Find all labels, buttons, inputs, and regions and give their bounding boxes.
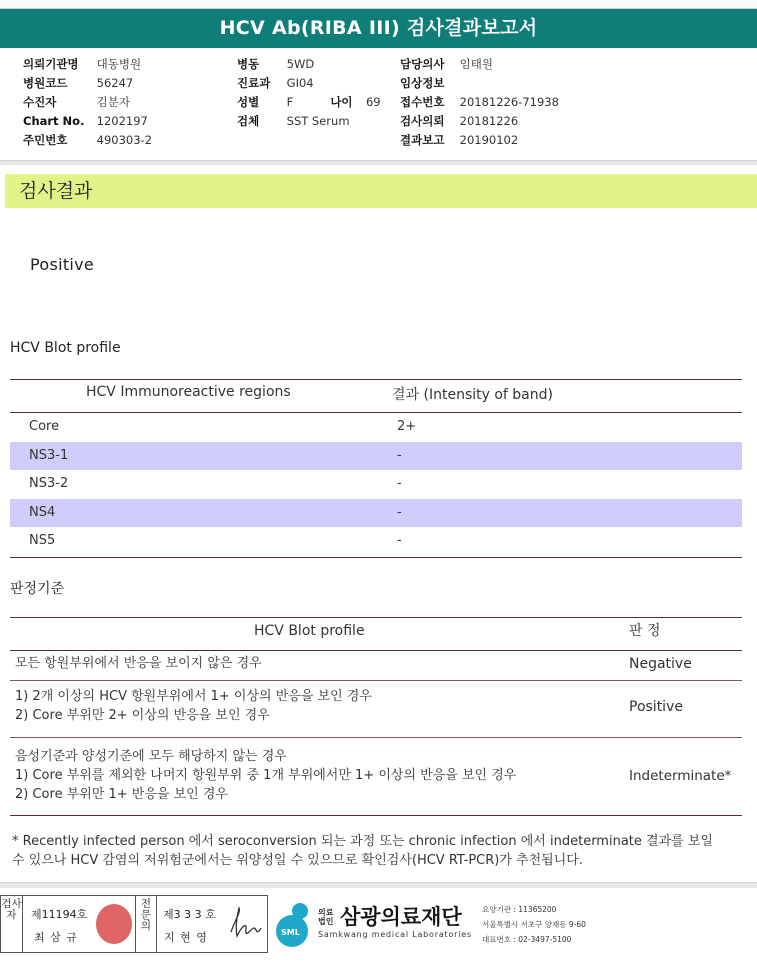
table-row [10,413,742,441]
header-separator [0,160,757,165]
region-cell: NS3-2 [29,476,69,491]
criteria-row-3-line-2: 1) Core 부위를 제외한 나머지 항원부위 중 1개 부위에서만 1+ 이상의 반응을 보인 경우 [15,768,517,783]
sml-logo-icon [270,899,316,949]
org-phone: 대표번호 : 02-3497-5100 [482,935,572,944]
region-cell: NS3-1 [29,448,69,463]
table2-top-rule [10,617,742,618]
table1-bottom-rule [10,557,742,558]
physician-license: 제3 3 3 호 [163,908,216,921]
table1-col-intensity: 결과 (Intensity of band) [392,387,553,403]
info-column-3: 담당의사 임태원 임상정보 접수번호 20181226-71938 검사의뢰 20181226 결과보고 20190102 [400,57,559,147]
region-cell: Core [29,419,60,434]
examiner-license: 제11194호 [31,908,88,921]
region-cell: NS5 [29,533,56,548]
footnote-line-2: 수 있으나 HCV 감염의 저위험군에서는 위양성일 수 있으므로 확인검사(HCV RT-PCR)가 추천됩니다. [12,853,583,868]
table1-top-rule [10,379,742,380]
result-value: Positive [30,255,95,274]
table-row [10,527,742,555]
table2-row-rule [10,737,742,738]
info-column-2: 병동 5WD 진료과 GI04 성별 F 나이 69 검체 SST Serum [237,57,381,128]
blot-profile-title: HCV Blot profile [10,340,121,356]
top-border [0,0,757,9]
criteria-row-1-line-1: 모든 항원부위에서 반응을 보이지 않은 경우 [15,656,262,671]
age-label: 나이 [330,95,353,109]
intensity-cell: 2+ [397,419,417,434]
physician-label: 전문의 [135,896,157,952]
org-code: 요양기관 : 11365200 [482,905,557,914]
table2-bottom-rule [10,815,742,816]
table2-header-rule [10,650,742,651]
footer-separator [0,882,757,888]
org-name-en: Samkwang medical Laboratories [318,930,472,939]
table-row [10,442,742,470]
intensity-cell: - [397,505,402,520]
examiner-name: 최 삼 규 [34,931,78,944]
criteria-row-1-judgement: Negative [629,656,692,672]
criteria-row-3-line-3: 2) Core 부위만 1+ 반응을 보인 경우 [15,787,228,802]
result-section-header: 검사결과 [5,174,757,208]
signature-box [0,895,268,953]
age-value: 69 [365,95,381,109]
region-cell: NS4 [29,505,56,520]
intensity-cell: - [397,476,402,491]
intensity-cell: - [397,533,402,548]
report-title: HCV Ab(RIBA III) 검사결과보고서 [0,9,757,48]
org-address: 서울특별시 서초구 양재동 9-60 [482,920,586,929]
examiner-label: 검사자 [1,896,23,952]
criteria-row-2-line-1: 1) 2개 이상의 HCV 항원부위에서 1+ 이상의 반응을 보인 경우 [15,689,372,704]
organization-block [270,898,757,958]
logo-text: SML [281,928,300,937]
footnote-line-1: * Recently infected person 에서 seroconversion 되는 과정 또는 chronic infection 에서 indeterminate 결과를 보일 [12,834,713,849]
org-prefix: 의료 법인 [318,908,334,926]
org-name: 삼광의료재단 [340,905,462,929]
table2-col-judgement: 판 정 [629,623,661,639]
criteria-row-2-judgement: Positive [629,699,683,715]
table-row [10,470,742,498]
table1-col-region: HCV Immunoreactive regions [86,384,291,400]
table-row [10,499,742,527]
physician-name: 지 현 영 [164,931,208,944]
info-column-1: 의뢰기관명 대동병원 병원코드 56247 수진자 김분자 Chart No. 1202197 주민번호 490303-2 [23,57,153,147]
table2-col-profile: HCV Blot profile [254,623,365,639]
examiner-seal-icon [96,904,132,944]
signature-icon [227,902,263,944]
intensity-cell: - [397,448,402,463]
criteria-title: 판정기준 [10,581,65,597]
table2-row-rule [10,680,742,681]
footnote [12,832,747,870]
criteria-row-2-line-2: 2) Core 부위만 2+ 이상의 반응을 보인 경우 [15,708,270,723]
criteria-row-3-judgement: Indeterminate* [629,768,732,784]
criteria-row-3-line-1: 음성기준과 양성기준에 모두 해당하지 않는 경우 [15,749,287,764]
